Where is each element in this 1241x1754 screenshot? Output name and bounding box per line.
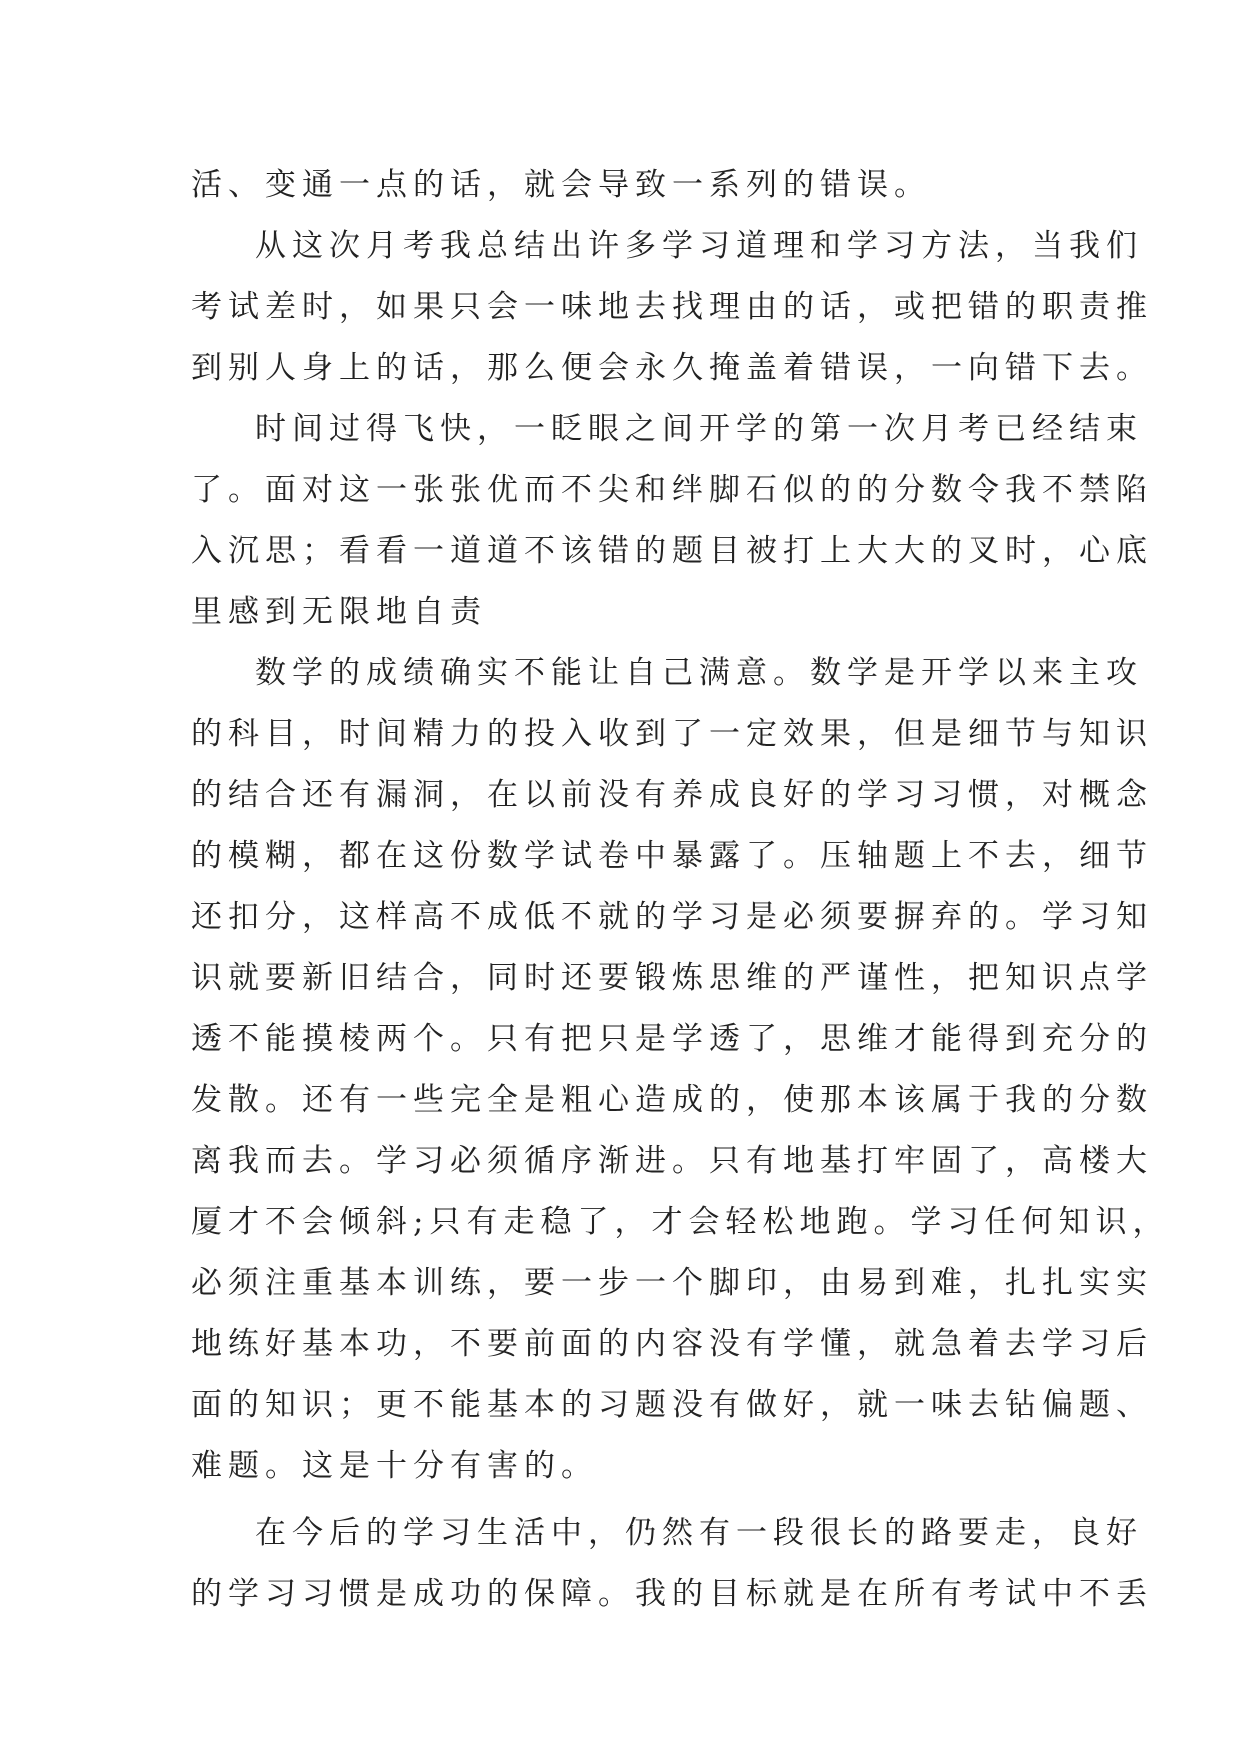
text-line: 时间过得飞快，一眨眼之间开学的第一次月考已经结束	[255, 411, 1143, 447]
text-line: 厦才不会倾斜;只有走稳了，才会轻松地跑。学习任何知识，	[191, 1204, 1170, 1240]
text-line: 里感到无限地自责	[191, 594, 487, 630]
document-body	[191, 155, 1170, 1625]
text-line: 数学的成绩确实不能让自己满意。数学是开学以来主攻	[255, 655, 1143, 691]
text-line: 面的知识；更不能基本的习题没有做好，就一味去钻偏题、	[191, 1387, 1153, 1423]
paragraph	[191, 155, 1071, 216]
text-line: 考试差时，如果只会一味地去找理由的话，或把错的职责推	[191, 289, 1153, 325]
text-line: 的学习习惯是成功的保障。我的目标就是在所有考试中不丢	[191, 1576, 1153, 1612]
text-line: 地练好基本功，不要前面的内容没有学懂，就急着去学习后	[191, 1326, 1153, 1362]
text-line: 入沉思；看看一道道不该错的题目被打上大大的叉时，心底	[191, 533, 1153, 569]
paragraph	[191, 216, 1153, 399]
text-line: 发散。还有一些完全是粗心造成的，使那本该属于我的分数	[191, 1082, 1153, 1118]
text-line: 离我而去。学习必须循序渐进。只有地基打牢固了，高楼大	[191, 1143, 1153, 1179]
text-line: 的模糊，都在这份数学试卷中暴露了。压轴题上不去，细节	[191, 838, 1153, 874]
text-line: 必须注重基本训练，要一步一个脚印，由易到难，扎扎实实	[191, 1265, 1153, 1301]
text-line: 了。面对这一张张优而不尖和绊脚石似的的分数令我不禁陷	[191, 472, 1153, 508]
paragraph	[191, 643, 1170, 1497]
paragraph	[191, 399, 1153, 643]
text-line: 从这次月考我总结出许多学习道理和学习方法，当我们	[255, 228, 1143, 264]
text-line: 透不能摸棱两个。只有把只是学透了，思维才能得到充分的	[191, 1021, 1153, 1057]
text-line: 的结合还有漏洞，在以前没有养成良好的学习习惯，对概念	[191, 777, 1153, 813]
text-line: 的科目，时间精力的投入收到了一定效果，但是细节与知识	[191, 716, 1153, 752]
text-line: 在今后的学习生活中，仍然有一段很长的路要走，良好	[255, 1515, 1143, 1551]
paragraph	[191, 1503, 1153, 1625]
text-line: 还扣分，这样高不成低不就的学习是必须要摒弃的。学习知	[191, 899, 1153, 935]
text-line: 难题。这是十分有害的。	[191, 1448, 598, 1484]
text-line: 活、变通一点的话，就会导致一系列的错误。	[191, 167, 931, 203]
text-line: 识就要新旧结合，同时还要锻炼思维的严谨性，把知识点学	[191, 960, 1153, 996]
text-line: 到别人身上的话，那么便会永久掩盖着错误，一向错下去。	[191, 350, 1153, 386]
